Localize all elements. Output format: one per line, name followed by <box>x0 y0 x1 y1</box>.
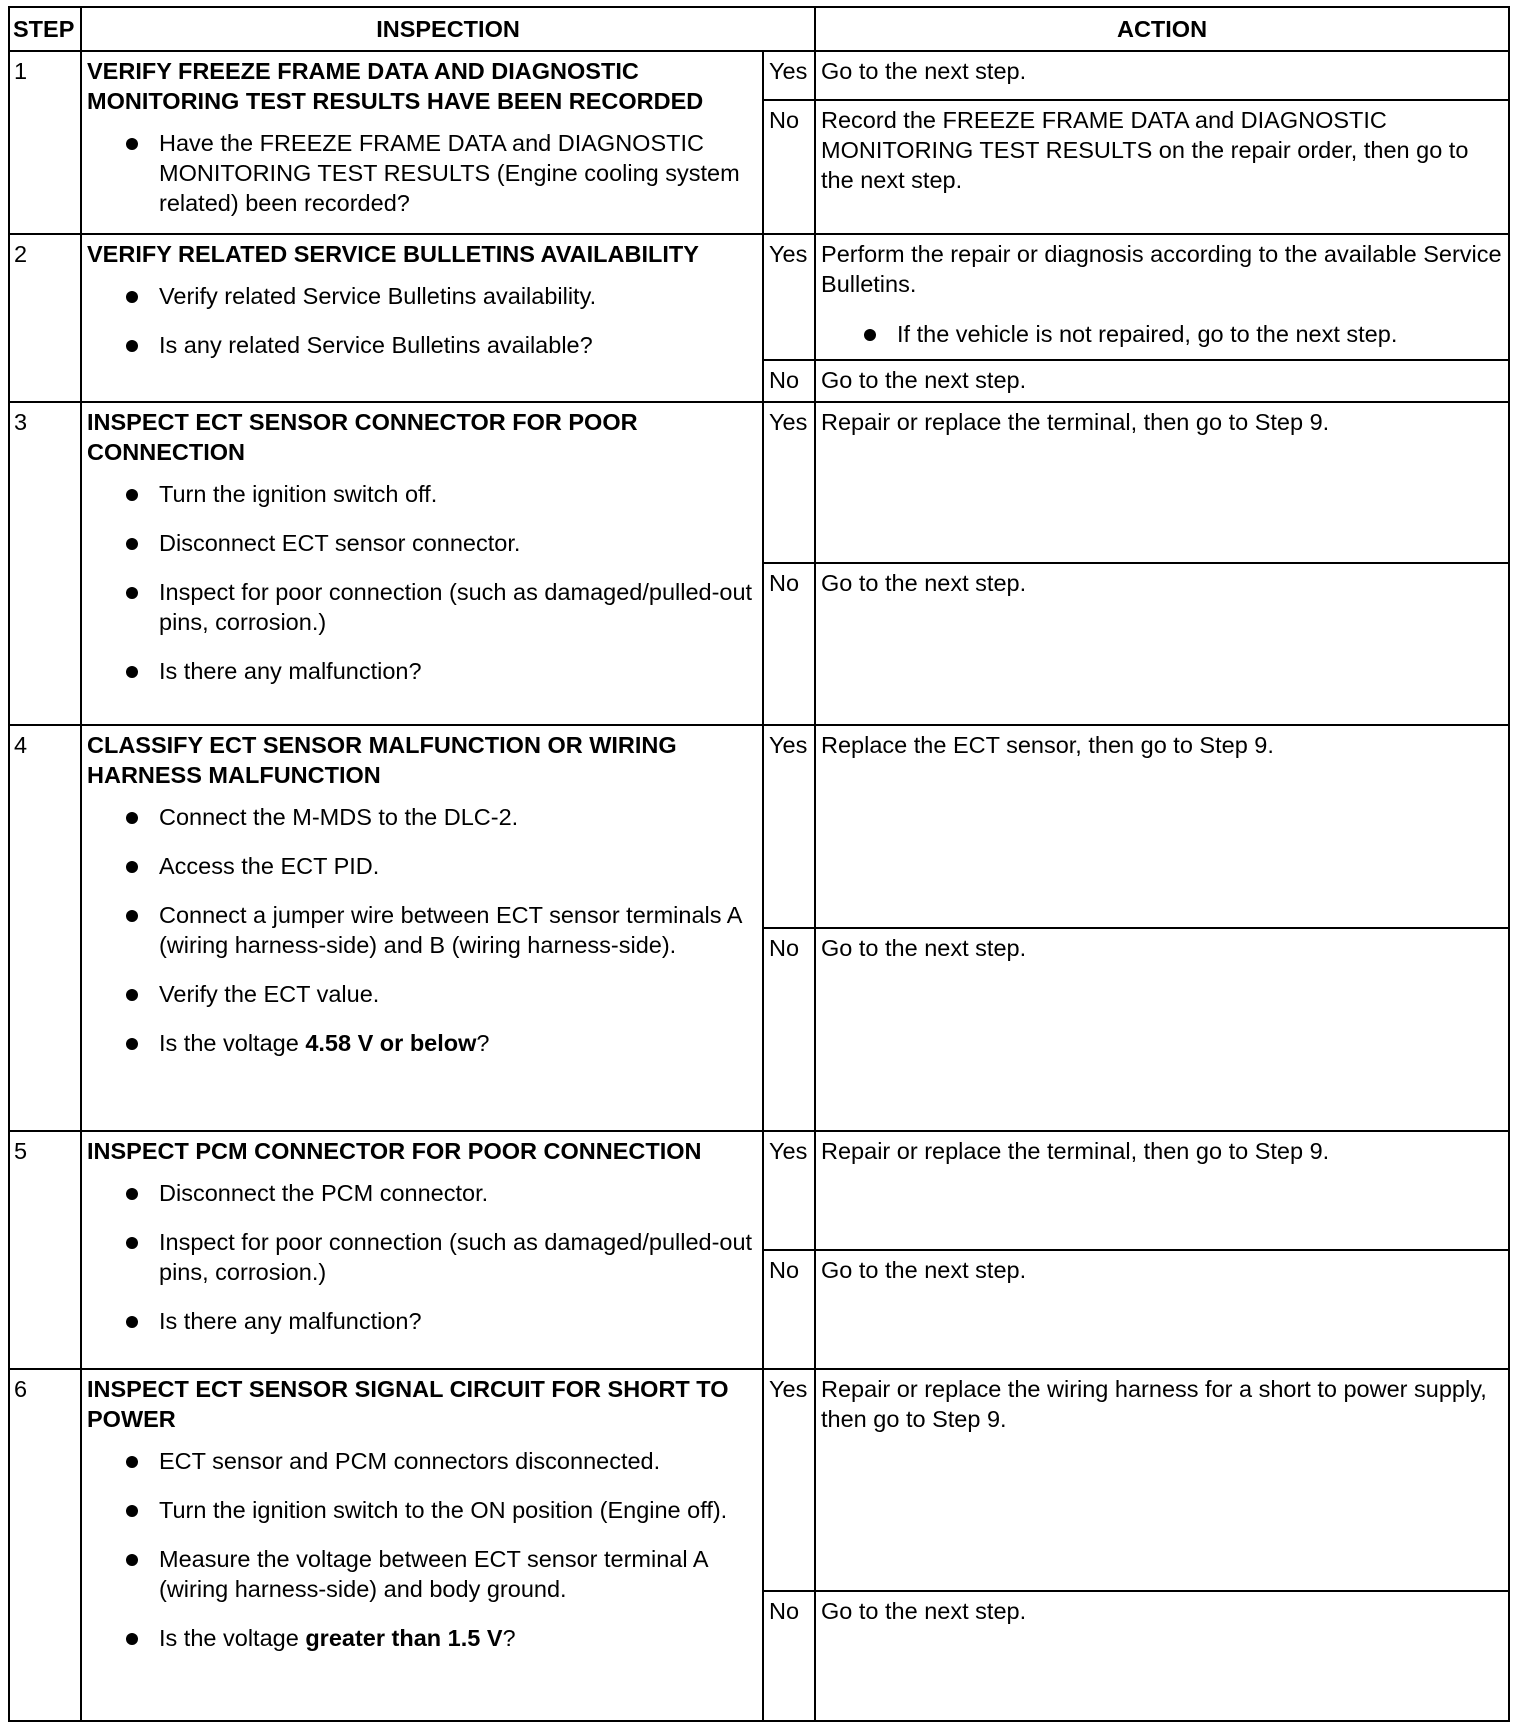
no-label: No <box>763 360 815 402</box>
inspection-bullet: ECT sensor and PCM connectors disconnected. <box>159 1446 757 1476</box>
inspection-bullet: Access the ECT PID. <box>159 851 757 881</box>
inspection-bullet: Turn the ignition switch off. <box>159 479 757 509</box>
step-number: 6 <box>9 1369 81 1721</box>
yes-label: Yes <box>763 51 815 100</box>
no-label: No <box>763 928 815 1131</box>
inspection-title: VERIFY FREEZE FRAME DATA AND DIAGNOSTIC MONITORING TEST RESULTS HAVE BEEN RECORDED <box>87 58 704 114</box>
inspection-bullets <box>87 281 757 360</box>
step-row-2-yes <box>9 234 1509 360</box>
yes-action: Perform the repair or diagnosis according to the available Service Bulletins. <box>821 241 1502 297</box>
inspection-cell <box>81 51 763 234</box>
question-prefix: Is the voltage <box>159 1625 306 1651</box>
inspection-title: VERIFY RELATED SERVICE BULLETINS AVAILABILITY <box>87 241 699 267</box>
yes-action: Repair or replace the wiring harness for a short to power supply, then go to Step 9. <box>815 1369 1509 1591</box>
inspection-bullet: Is any related Service Bulletins available? <box>159 330 757 360</box>
yes-action-cell <box>815 234 1509 360</box>
step-number: 3 <box>9 402 81 725</box>
question-criterion: 4.58 V or below <box>305 1030 477 1056</box>
step-row-3-yes <box>9 402 1509 563</box>
question-prefix: Is the voltage <box>159 1030 306 1056</box>
inspection-title: INSPECT ECT SENSOR CONNECTOR FOR POOR CONNECTION <box>87 409 638 465</box>
inspection-bullet-question <box>159 1028 757 1058</box>
inspection-bullet: Inspect for poor connection (such as damaged/pulled-out pins, corrosion.) <box>159 1227 757 1287</box>
step-number: 2 <box>9 234 81 402</box>
yes-action: Go to the next step. <box>815 51 1509 100</box>
yes-label: Yes <box>763 402 815 563</box>
question-suffix: ? <box>476 1030 490 1056</box>
yes-action: Repair or replace the terminal, then go to Step 9. <box>815 1131 1509 1250</box>
yes-label: Yes <box>763 1131 815 1250</box>
step-row-4-yes <box>9 725 1509 928</box>
step-row-1-yes <box>9 51 1509 100</box>
step-number: 1 <box>9 51 81 234</box>
step-row-5-yes <box>9 1131 1509 1250</box>
table-header-row <box>9 7 1509 51</box>
step-row-6-yes <box>9 1369 1509 1591</box>
inspection-bullet: Verify related Service Bulletins availability. <box>159 281 757 311</box>
inspection-bullet: Have the FREEZE FRAME DATA and DIAGNOSTIC MONITORING TEST RESULTS (Engine cooling system related) been recorded? <box>159 128 757 218</box>
no-action: Go to the next step. <box>815 360 1509 402</box>
no-action: Go to the next step. <box>815 563 1509 725</box>
yes-label: Yes <box>763 1369 815 1591</box>
no-label: No <box>763 1591 815 1721</box>
question-criterion: greater than 1.5 V <box>305 1625 503 1651</box>
inspection-bullet: Is there any malfunction? <box>159 1306 757 1336</box>
no-label: No <box>763 563 815 725</box>
no-action: Go to the next step. <box>815 1250 1509 1369</box>
header-inspection: INSPECTION <box>81 7 815 51</box>
no-action: Go to the next step. <box>815 1591 1509 1721</box>
yes-sub-bullets <box>821 319 1503 349</box>
header-action: ACTION <box>815 7 1509 51</box>
yes-label: Yes <box>763 725 815 928</box>
inspection-cell <box>81 1369 763 1721</box>
header-step: STEP <box>9 7 81 51</box>
no-action: Record the FREEZE FRAME DATA and DIAGNOSTIC MONITORING TEST RESULTS on the repair order, then go to the next step. <box>815 100 1509 234</box>
yes-sub-bullet: If the vehicle is not repaired, go to the next step. <box>897 319 1503 349</box>
inspection-bullets <box>87 1446 757 1653</box>
inspection-bullet: Disconnect ECT sensor connector. <box>159 528 757 558</box>
diagnostic-table <box>8 6 1510 1722</box>
inspection-bullet: Is there any malfunction? <box>159 656 757 686</box>
inspection-bullet: Disconnect the PCM connector. <box>159 1178 757 1208</box>
inspection-bullet: Inspect for poor connection (such as damaged/pulled-out pins, corrosion.) <box>159 577 757 637</box>
inspection-bullet: Connect a jumper wire between ECT sensor terminals A (wiring harness-side) and B (wiring harness-side). <box>159 900 757 960</box>
yes-action: Replace the ECT sensor, then go to Step 9. <box>815 725 1509 928</box>
inspection-bullet: Measure the voltage between ECT sensor terminal A (wiring harness-side) and body ground. <box>159 1544 757 1604</box>
inspection-cell <box>81 234 763 402</box>
inspection-bullet: Turn the ignition switch to the ON position (Engine off). <box>159 1495 757 1525</box>
no-label: No <box>763 100 815 234</box>
inspection-bullet: Connect the M-MDS to the DLC-2. <box>159 802 757 832</box>
inspection-bullets <box>87 802 757 1058</box>
inspection-bullets <box>87 128 757 218</box>
inspection-cell <box>81 402 763 725</box>
inspection-bullets <box>87 1178 757 1336</box>
step-number: 5 <box>9 1131 81 1369</box>
yes-action: Repair or replace the terminal, then go to Step 9. <box>815 402 1509 563</box>
inspection-cell <box>81 1131 763 1369</box>
step-number: 4 <box>9 725 81 1131</box>
no-action: Go to the next step. <box>815 928 1509 1131</box>
question-suffix: ? <box>502 1625 516 1651</box>
inspection-bullet: Verify the ECT value. <box>159 979 757 1009</box>
inspection-bullet-question <box>159 1623 757 1653</box>
inspection-title: INSPECT PCM CONNECTOR FOR POOR CONNECTION <box>87 1138 702 1164</box>
yes-label: Yes <box>763 234 815 360</box>
inspection-title: INSPECT ECT SENSOR SIGNAL CIRCUIT FOR SHORT TO POWER <box>87 1376 729 1432</box>
inspection-cell <box>81 725 763 1131</box>
inspection-bullets <box>87 479 757 686</box>
no-label: No <box>763 1250 815 1369</box>
inspection-title: CLASSIFY ECT SENSOR MALFUNCTION OR WIRING HARNESS MALFUNCTION <box>87 732 677 788</box>
